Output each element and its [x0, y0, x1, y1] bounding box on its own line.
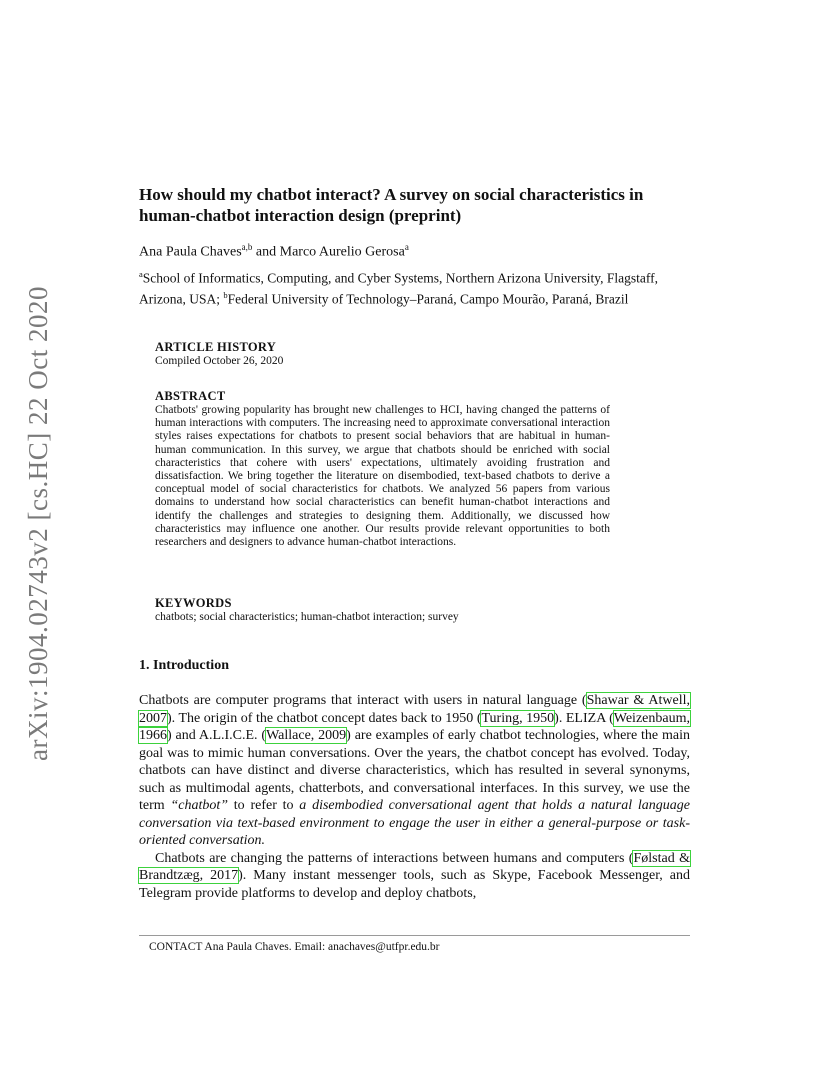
arxiv-stamp — [18, 285, 58, 761]
text-run: ) and A.L.I.C.E. ( — [167, 728, 267, 743]
history-heading: ARTICLE HISTORY — [155, 340, 277, 354]
author-affil-mark: a,b — [241, 242, 253, 252]
citation-link[interactable]: Shawar & Atwell, 2007 — [139, 693, 690, 726]
text-run: Chatbots are computer programs that interact with users in natural language ( — [139, 693, 587, 708]
abstract — [155, 389, 610, 549]
affil-text: Federal University of Technology–Paraná, Campo Mourão, Paraná, Brazil — [227, 291, 629, 307]
affil-text: School of Informatics, Computing, and Cyber Systems, Northern Arizona University, Flagstaff, Arizona, USA; — [139, 270, 658, 307]
keywords — [155, 596, 610, 624]
affiliations — [139, 266, 679, 308]
text-run: ) are examples of early chatbot technologies, where the main goal was to mimic human conversations. Over the years, the chatbot concept has evolved. Today, chatbots can have distinct and diverse characteristics, which has resulted in several synonyms, such as multimodal agents, chatterbots, and conversational interfaces. In this survey, we use the term — [139, 728, 690, 813]
affil-mark: a — [139, 269, 143, 279]
keywords-heading: KEYWORDS — [155, 596, 232, 610]
text-run: ). Many instant messenger tools, such as Skype, Facebook Messenger, and Telegram provide platforms to develop and deploy chatbots, — [139, 868, 690, 901]
paper-title: How should my chatbot interact? A survey on social characteristics in human-chatbot interaction design (preprint) — [139, 185, 644, 225]
history-text: Compiled October 26, 2020 — [155, 355, 284, 367]
emphasis: a disembodied conversational agent that holds a natural language conversation via text-based environment to engage the user in either a general-purpose or task-oriented conversation. — [139, 798, 690, 848]
author-affil-mark: a — [404, 242, 409, 252]
body-text — [139, 692, 690, 902]
text-run: Chatbots are changing the patterns of interactions between humans and computers ( — [155, 850, 634, 866]
citation-link[interactable]: Turing, 1950 — [481, 710, 555, 726]
text-run: to refer to — [228, 798, 300, 813]
abstract-text: Chatbots' growing popularity has brought new challenges to HCI, having changed the patterns of human interactions with computers. The increasing need to approximate conversational interaction styles raises expectations for chatbots to present social behaviors that are habitual in human-human communication. In this survey, we argue that chatbots should be enriched with social characteristics that cohere with users' expectations, ultimately avoiding frustration and dissatisfaction. We bring together the literature on disembodied, text-based chatbots to derive a conceptual model of social characteristics for chatbots. We analyzed 56 papers from various domains to understand how social characteristics can benefit human-chatbot interactions and identify the challenges and strategies to designing them. Additionally, we discussed how characteristics may influence one another. Our results provide relevant opportunities to both researchers and designers to advance human-chatbot interactions. — [155, 404, 610, 549]
text-run: ). ELIZA ( — [554, 710, 614, 726]
paragraph — [139, 692, 690, 850]
abstract-heading: ABSTRACT — [155, 389, 226, 403]
text-run: ). The origin of the chatbot concept dates back to 1950 ( — [167, 710, 482, 726]
paragraph — [139, 850, 690, 903]
article-history — [155, 340, 610, 368]
affil-mark: b — [223, 290, 228, 300]
arxiv-stamp-text: arXiv:1904.02743v2 [cs.HC] 22 Oct 2020 — [22, 285, 53, 761]
citation-link[interactable]: Weizenbaum, 1966 — [139, 710, 690, 743]
citation-link[interactable]: Følstad & Brandtzæg, 2017 — [139, 850, 690, 883]
author-conjunction: and — [252, 244, 280, 260]
footnote-divider — [139, 935, 690, 936]
author-name: Marco Aurelio Gerosa — [279, 244, 405, 260]
section-heading: 1. Introduction — [139, 658, 229, 673]
footnote: CONTACT Ana Paula Chaves. Email: anachaves@utfpr.edu.br — [149, 941, 440, 953]
emphasis: “chatbot” — [170, 798, 229, 813]
citation-link[interactable]: Wallace, 2009 — [266, 728, 347, 743]
author-line — [139, 242, 409, 261]
keywords-text: chatbots; social characteristics; human-chatbot interaction; survey — [155, 611, 459, 623]
author-name: Ana Paula Chaves — [139, 244, 242, 260]
